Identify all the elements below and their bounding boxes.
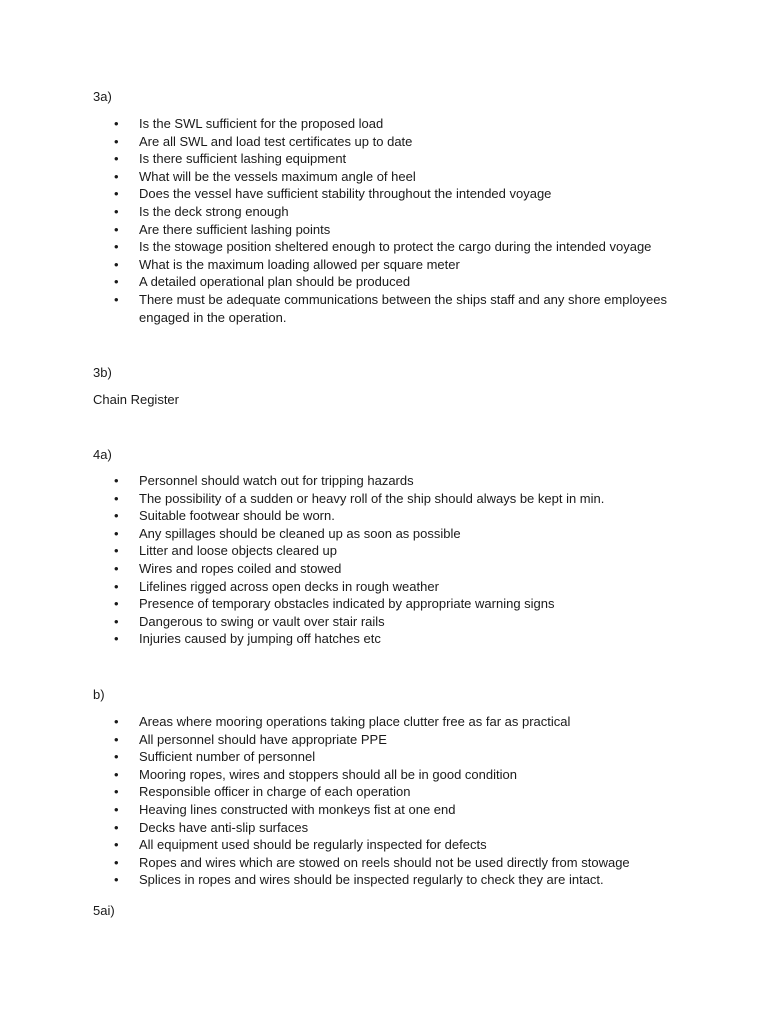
list-item [0,836,669,854]
list-item-text: Personnel should watch out for tripping hazards [139,473,414,488]
list-item-text: What will be the vessels maximum angle of heel [139,168,416,184]
bullet-icon: • [114,291,119,307]
list-item [0,238,669,256]
list-item-text: Sufficient number of personnel [139,749,316,765]
list-item [0,748,669,766]
list-item [0,256,669,274]
list-item-text: Is the stowage position sheltered enough to protect the cargo during the intended voyage [139,239,652,255]
bullet-icon: • [114,525,119,541]
list-item-text: There must be adequate communications between the ships staff and any shore employees engaged in the operation. [139,291,668,325]
list-item-text: What is the maximum loading allowed per square meter [139,256,460,272]
list-item [0,871,669,889]
list-item [0,115,669,133]
list-item [0,595,669,613]
list-item-text: Responsible officer in charge of each operation [139,784,411,800]
answer-3b: Chain Register [93,392,179,407]
list-4a [0,472,768,648]
list-item [0,783,669,801]
list-item-text: Suitable footwear should be worn. [139,508,335,524]
list-item [0,630,669,648]
list-item [0,525,669,543]
bullet-icon: • [114,508,119,524]
list-item-text: Heaving lines constructed with monkeys fist at one end [139,801,456,817]
list-3a [0,115,768,326]
bullet-icon: • [114,560,119,576]
list-item [0,801,669,819]
list-item [0,507,669,525]
list-item [0,273,669,291]
bullet-icon: • [114,766,119,782]
bullet-icon: • [114,133,119,149]
list-item-text: The possibility of a sudden or heavy roll of the ship should always be kept in min. [139,490,605,506]
list-item-text: Is there sufficient lashing equipment [139,151,347,167]
list-item-text: Any spillages should be cleaned up as soon as possible [139,525,461,541]
list-item-text: Is the deck strong enough [139,203,289,219]
list-item [0,150,669,168]
list-item [0,560,669,578]
list-item [0,291,669,326]
bullet-icon: • [114,613,119,629]
bullet-icon: • [114,274,119,290]
bullet-icon: • [114,116,119,131]
list-item [0,168,669,186]
list-item [0,221,669,239]
list-item [0,731,669,749]
bullet-icon: • [114,256,119,272]
bullet-icon: • [114,714,119,729]
list-item [0,542,669,560]
bullet-icon: • [114,221,119,237]
bullet-icon: • [114,151,119,167]
bullet-icon: • [114,631,119,647]
bullet-icon: • [114,749,119,765]
bullet-icon: • [114,819,119,835]
list-item-text: Are all SWL and load test certificates up to date [139,133,413,149]
bullet-icon: • [114,784,119,800]
bullet-icon: • [114,168,119,184]
list-item [0,713,669,731]
list-item [0,490,669,508]
bullet-icon: • [114,239,119,255]
bullet-icon: • [114,473,119,488]
list-item [0,854,669,872]
bullet-icon: • [114,837,119,853]
list-item-text: Presence of temporary obstacles indicated by appropriate warning signs [139,596,555,612]
list-item-text: Ropes and wires which are stowed on reels should not be used directly from stowage [139,854,630,870]
bullet-icon: • [114,872,119,888]
list-item-text: Lifelines rigged across open decks in rough weather [139,578,439,594]
bullet-icon: • [114,731,119,747]
bullet-icon: • [114,596,119,612]
heading-4a: 4a) [93,447,112,462]
list-item-text: Decks have anti-slip surfaces [139,819,309,835]
list-4b [0,713,768,889]
list-item-text: Injuries caused by jumping off hatches etc [139,631,381,647]
list-item-text: All personnel should have appropriate PPE [139,731,387,747]
list-item [0,766,669,784]
list-item-text: Dangerous to swing or vault over stair rails [139,613,385,629]
list-item-text: Litter and loose objects cleared up [139,543,338,559]
list-item [0,185,669,203]
heading-4b: b) [93,687,105,702]
list-item-text: All equipment used should be regularly inspected for defects [139,837,487,853]
bullet-icon: • [114,490,119,506]
list-item [0,578,669,596]
list-item [0,472,669,490]
list-item-text: Is the SWL sufficient for the proposed load [139,116,384,131]
bullet-icon: • [114,203,119,219]
list-item-text: A detailed operational plan should be produced [139,274,411,290]
bullet-icon: • [114,186,119,202]
heading-3b: 3b) [93,365,112,380]
list-item-text: Are there sufficient lashing points [139,221,331,237]
bullet-icon: • [114,801,119,817]
list-item-text: Splices in ropes and wires should be inspected regularly to check they are intact. [139,872,604,888]
list-item [0,203,669,221]
heading-3a: 3a) [93,89,112,104]
list-item-text: Areas where mooring operations taking place clutter free as far as practical [139,714,571,729]
bullet-icon: • [114,578,119,594]
bullet-icon: • [114,854,119,870]
list-item [0,819,669,837]
list-item-text: Wires and ropes coiled and stowed [139,560,342,576]
list-item-text: Mooring ropes, wires and stoppers should all be in good condition [139,766,517,782]
list-item [0,613,669,631]
list-item-text: Does the vessel have sufficient stability throughout the intended voyage [139,186,552,202]
list-item [0,133,669,151]
heading-5ai: 5ai) [93,903,115,918]
bullet-icon: • [114,543,119,559]
